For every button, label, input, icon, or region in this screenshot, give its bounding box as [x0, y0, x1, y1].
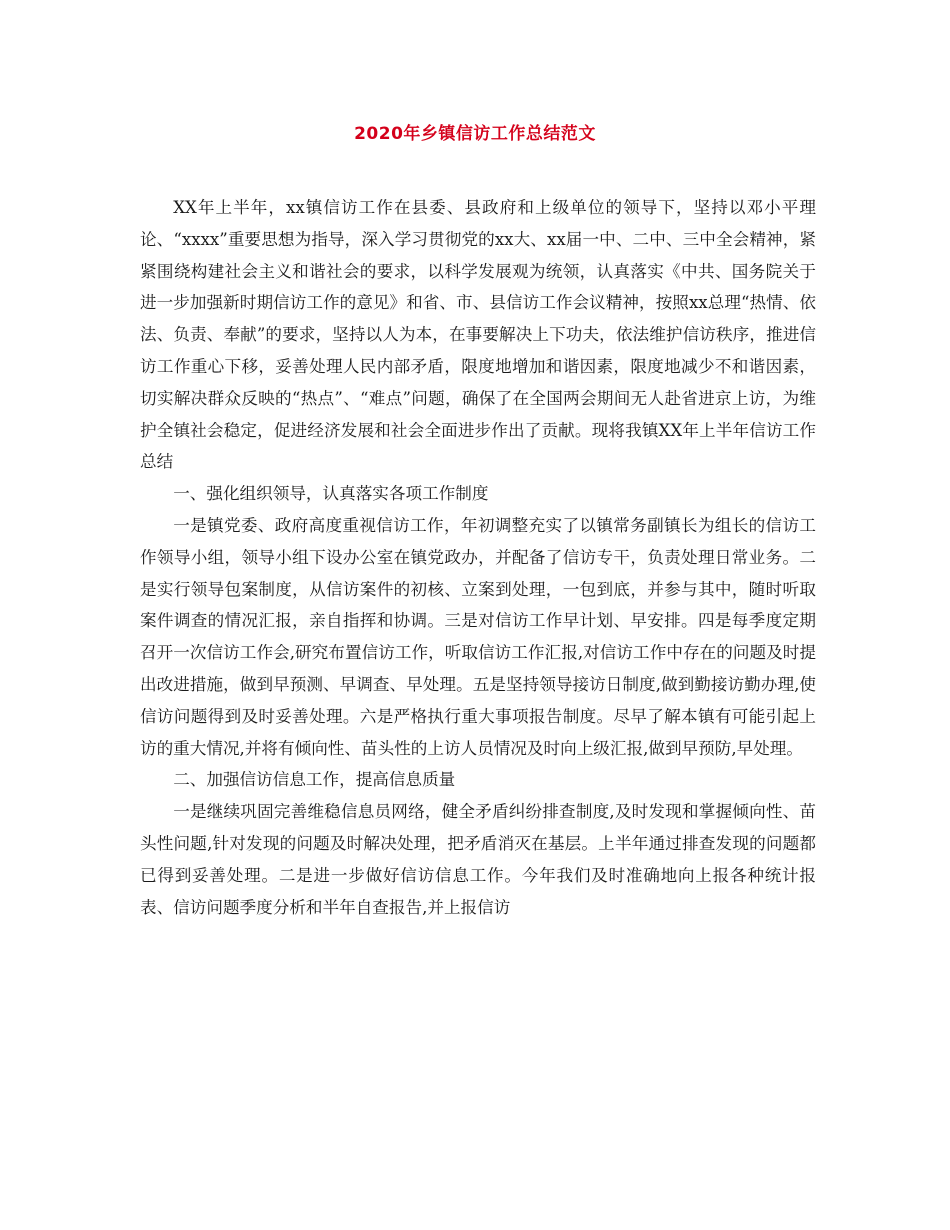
section-2-paragraph: 一是继续巩固完善维稳信息员网络，健全矛盾纠纷排查制度,及时发现和掌握倾向性、苗头性问题,针对发现的问题及时解决处理，把矛盾消灭在基层。上半年通过排查发现的问题都已得到妥善处理。二是进一步做好信访信息工作。今年我们及时准确地向上报各种统计报表、信访问题季度分析和半年自查报告,并上报信访 [140, 802, 816, 917]
section-heading-2: 二、加强信访信息工作，提高信息质量 [173, 770, 456, 790]
section-1-paragraph: 一是镇党委、政府高度重视信访工作，年初调整充实了以镇常务副镇长为组长的信访工作领导小组，领导小组下设办公室在镇党政办，并配备了信访专干，负责处理日常业务。二是实行领导包案制度，从信访案件的初核、立案到处理，一包到底，并参与其中，随时听取案件调查的情况汇报，亲自指挥和协调。三是对信访工作早计划、早安排。四是每季度定期召开一次信访工作会,研究布置信访工作，听取信访工作汇报,对信访工作中存在的问题及时提出改进措施，做到早预测、早调查、早处理。五是坚持领导接访日制度,做到勤接访勤办理,使信访问题得到及时妥善处理。六是严格执行重大事项报告制度。尽早了解本镇有可能引起上访的重大情况,并将有倾向性、苗头性的上访人员情况及时向上级汇报,做到早预防,早处理。 [140, 515, 816, 758]
document-body [140, 192, 816, 923]
intro-paragraph: XX年上半年，xx镇信访工作在县委、县政府和上级单位的领导下，坚持以邓小平理论、“xxxx”重要思想为指导，深入学习贯彻党的xx大、xx届一中、二中、三中全会精神，紧紧围绕构建社会主义和谐社会的要求，以科学发展观为统领，认真落实《中共、国务院关于进一步加强新时期信访工作的意见》和省、市、县信访工作会议精神，按照xx总理“热情、依法、负责、奉献”的要求，坚持以人为本，在事要解决上下功夫，依法维护信访秩序，推进信访工作重心下移，妥善处理人民内部矛盾，限度地增加和谐因素，限度地减少不和谐因素，切实解决群众反映的“热点”、“难点”问题，确保了在全国两会期间无人赴省进京上访，为维护全镇社会稳定，促进经济发展和社会全面进步作出了贡献。现将我镇XX年上半年信访工作总结 [140, 198, 816, 472]
document-title: 2020年乡镇信访工作总结范文 [354, 124, 596, 144]
section-heading-1: 一、强化组织领导，认真落实各项工作制度 [173, 484, 489, 504]
